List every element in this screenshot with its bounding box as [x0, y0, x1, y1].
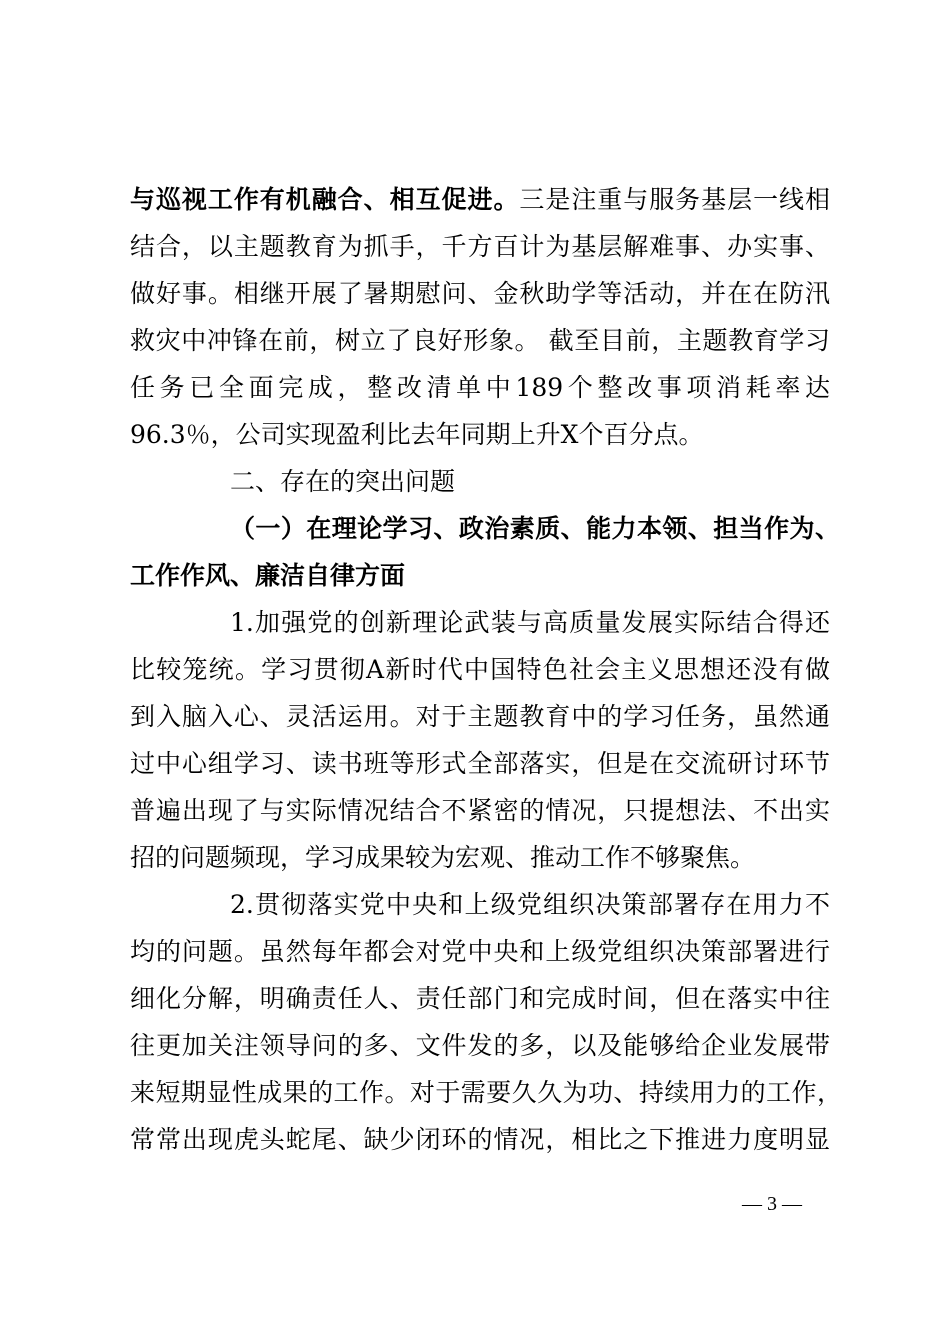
paragraph-line: 1.加强党的创新理论武装与高质量发展实际结合得还: [230, 608, 830, 637]
page-number: — 3 —: [742, 1193, 802, 1215]
paragraph-line: 2.贯彻落实党中央和上级党组织决策部署存在用力不: [230, 890, 830, 919]
paragraph-line: 细化分解，明确责任人、责任部门和完成时间，但在落实中往: [130, 984, 830, 1013]
paragraph-line: 来短期显性成果的工作。对于需要久久为功、持续用力的工作，: [130, 1078, 842, 1107]
paragraph-line: 比较笼统。学习贯彻A新时代中国特色社会主义思想还没有做: [130, 655, 830, 684]
paragraph-line: [130, 180, 830, 220]
paragraph-line: 普遍出现了与实际情况结合不紧密的情况，只提想法、不出实: [130, 796, 830, 825]
paragraph-line: 任务已全面完成，整改清单中189个整改事项消耗率达: [130, 373, 830, 402]
body-text: 三是注重与服务基层一线相: [519, 185, 830, 214]
subsection-heading-line: （一）在理论学习、政治素质、能力本领、担当作为、: [230, 514, 840, 543]
paragraph-line: 救灾中冲锋在前，树立了良好形象。 截至目前，主题教育学习: [130, 326, 830, 355]
paragraph-line: 结合，以主题教育为抓手，千方百计为基层解难事、办实事、: [130, 232, 830, 261]
paragraph-line: 96.3％，公司实现盈利比去年同期上升X个百分点。: [130, 420, 704, 449]
paragraph-line: 常常出现虎头蛇尾、缺少闭环的情况，相比之下推进力度明显: [130, 1125, 830, 1154]
emphasis-text: 与巡视工作有机融合、相互促进。: [130, 185, 520, 214]
paragraph-line: 做好事。相继开展了暑期慰问、金秋助学等活动，并在在防汛: [130, 279, 830, 308]
paragraph-line: 招的问题频现，学习成果较为宏观、推动工作不够聚焦。: [130, 843, 756, 872]
paragraph-line: 均的问题。虽然每年都会对党中央和上级党组织决策部署进行: [130, 937, 830, 966]
paragraph-line: 到入脑入心、灵活运用。对于主题教育中的学习任务，虽然通: [130, 702, 830, 731]
subsection-heading-line: 工作作风、廉洁自律方面: [130, 561, 406, 590]
paragraph-line: 往更加关注领导问的多、文件发的多，以及能够给企业发展带: [130, 1031, 830, 1060]
section-heading: 二、存在的突出问题: [230, 467, 456, 496]
paragraph-line: 过中心组学习、读书班等形式全部落实，但是在交流研讨环节: [130, 749, 830, 778]
